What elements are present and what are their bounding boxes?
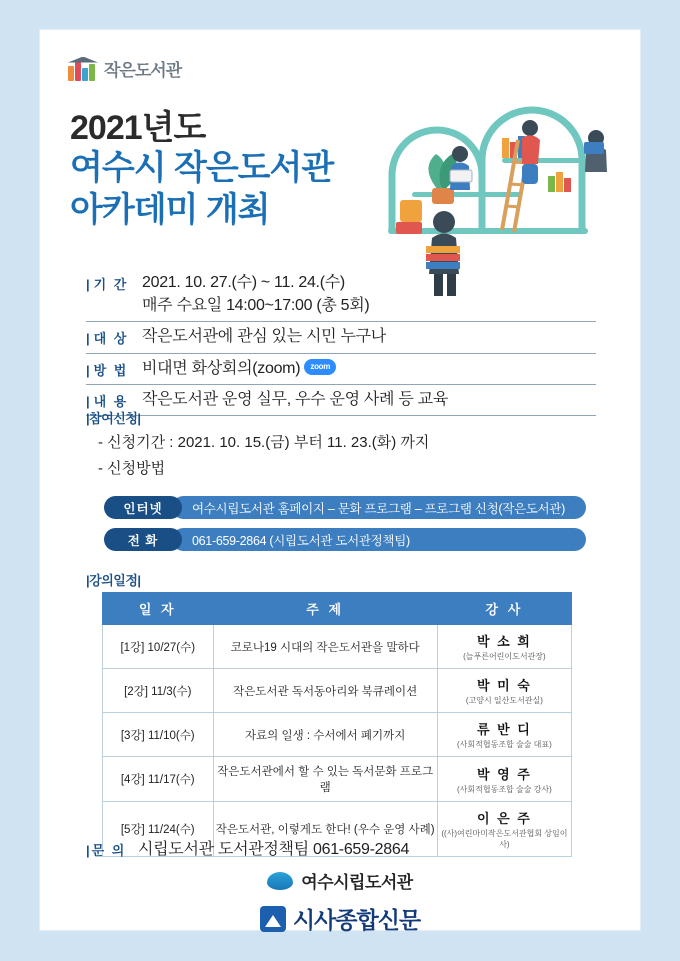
info-row-target: [86, 322, 596, 353]
apply-row-phone[interactable]: [104, 528, 586, 551]
cell-lecturer: [437, 669, 571, 713]
library-logo-icon: [68, 57, 98, 81]
cell-topic: 코로나19 시대의 작은도서관을 말하다: [213, 625, 437, 669]
apply-label-internet: 인터넷: [104, 496, 182, 519]
info-row-period: [86, 268, 596, 322]
poster-title: [70, 108, 333, 231]
cell-topic: 작은도서관, 이렇게도 한다! (우수 운영 사례): [213, 802, 437, 857]
poster-canvas: [40, 30, 640, 933]
cell-topic: 작은도서관에서 할 수 있는 독서문화 프로그램: [213, 757, 437, 802]
apply-value-internet: 여수시립도서관 홈페이지 – 문화 프로그램 – 프로그램 신청(작은도서관): [172, 496, 586, 519]
cell-lecturer: [437, 802, 571, 857]
lecturer-org: (사회적협동조합 술술 대표): [457, 740, 552, 749]
apply-period-line: - 신청기간 : 2021. 10. 15.(금) 부터 11. 23.(화) 까지: [98, 434, 430, 451]
table-row: [103, 625, 572, 669]
info-label-content: | 내 용: [86, 393, 129, 409]
apply-value-phone: 061-659-2864 (시립도서관 도서관정책팀): [172, 528, 586, 551]
title-line-1: 2021년도: [70, 109, 206, 147]
info-value-method: [142, 357, 336, 380]
lecturer-org: ((사)여린마미작은도서관협회 상임이사): [441, 829, 568, 849]
cell-date: [2강] 11/3(수): [103, 669, 214, 713]
info-label-method: | 방 법: [86, 362, 129, 378]
lecturer-name: 박 영 주: [476, 766, 532, 782]
cell-date: [4강] 11/17(수): [103, 757, 214, 802]
schedule-section-heading: |강의일정|: [86, 573, 141, 588]
lecturer-org: (늘푸른어린이도서관장): [463, 652, 546, 661]
info-value-method-text: 비대면 화상회의(zoom): [142, 359, 301, 377]
info-value-content: 작은도서관 운영 실무, 우수 운영 사례 등 교육: [142, 390, 448, 408]
column-header-topic: 주 제: [213, 593, 437, 625]
cell-lecturer: [437, 713, 571, 757]
column-header-lecturer: 강 사: [437, 593, 571, 625]
zoom-icon: zoom: [304, 359, 336, 375]
info-value-period: 2021. 10. 27.(수) ~ 11. 24.(수) 매주 수요일 14:00~17:00 (총 5회): [142, 274, 370, 315]
apply-label-phone: 전 화: [104, 528, 182, 551]
footer-org-1: [40, 868, 640, 893]
lecturer-name: 박 미 숙: [476, 678, 532, 693]
info-label-target: | 대 상: [86, 331, 129, 347]
footer-org-1-name: 여수시립도서관: [301, 873, 413, 892]
contact-row: [86, 836, 409, 859]
cell-date: [3강] 11/10(수): [103, 713, 214, 757]
cell-topic: 자료의 일생 : 수서에서 폐기까지: [213, 713, 437, 757]
footer-org-2: [40, 902, 640, 935]
footer-org-2-name: 시사종합신문: [292, 907, 421, 933]
info-value-target: 작은도서관에 관심 있는 시민 누구나: [142, 328, 386, 346]
title-line-2: 여수시 작은도서관: [70, 149, 334, 188]
contact-label: |문 의: [86, 842, 127, 858]
title-line-3: 아카데미 개최: [70, 190, 270, 229]
info-row-content: [86, 385, 596, 416]
table-header-row: [103, 593, 572, 625]
cell-date: [1강] 10/27(수): [103, 625, 214, 669]
apply-lines: [98, 430, 429, 483]
brand-logo: [68, 56, 181, 81]
cell-lecturer: [437, 757, 571, 802]
info-list: [86, 268, 596, 416]
bookshelf-illustration: [352, 80, 632, 300]
cell-date: [5강] 11/24(수): [103, 802, 214, 857]
cell-topic: 작은도서관 독서동아리와 북큐레이션: [213, 669, 437, 713]
cell-lecturer: [437, 625, 571, 669]
info-row-method: [86, 354, 596, 385]
column-header-date: 일 자: [103, 593, 214, 625]
brand-logo-text: 작은도서관: [104, 61, 182, 80]
schedule-table: [102, 592, 572, 857]
lecturer-name: 류 반 디: [476, 722, 532, 737]
apply-section-heading: |참여신청|: [86, 411, 141, 426]
yeosu-library-icon: [267, 872, 293, 890]
table-row: [103, 713, 572, 757]
table-row: [103, 757, 572, 802]
info-label-period: | 기 간: [86, 277, 129, 292]
lecturer-name: 박 소 희: [476, 634, 532, 649]
apply-method-line: - 신청방법: [98, 460, 166, 478]
illustration-svg: [352, 80, 632, 300]
lecturer-org: (사회적협동조합 술술 강사): [457, 784, 552, 794]
contact-value: 시립도서관 도서관정책팀 061-659-2864: [138, 841, 410, 858]
newspaper-logo-icon: [260, 906, 286, 932]
lecturer-name: 이 은 주: [476, 811, 532, 826]
apply-row-internet[interactable]: [104, 496, 586, 519]
lecturer-org: (고양시 일산도서관실): [465, 696, 543, 705]
table-row: [103, 669, 572, 713]
